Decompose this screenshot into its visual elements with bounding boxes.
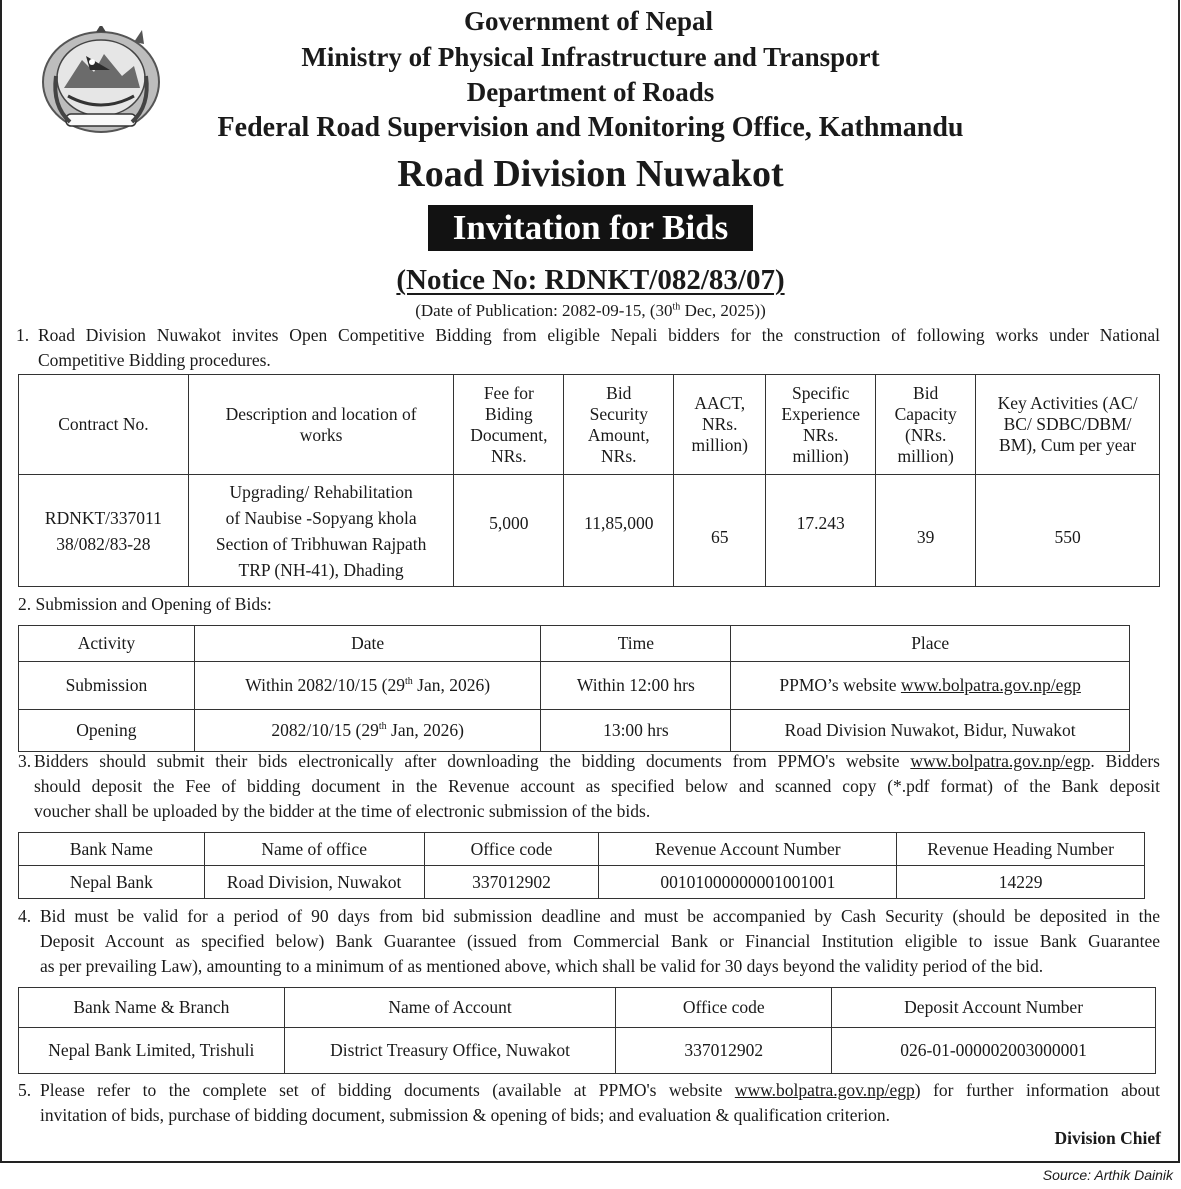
cell-line: Section of Tribhuwan Rajpath — [215, 533, 427, 554]
col-office-code: Office code — [616, 988, 832, 1028]
table-header-row — [19, 375, 1160, 475]
table-header-row — [19, 833, 1145, 866]
para-number: 5. — [18, 1080, 32, 1100]
notice-number-text: (Notice No: RDNKT/082/83/07) — [396, 264, 785, 296]
para-line: Bid must be valid for a period of 90 days from bid submission deadline and must be accompanied by Cash Security (should be deposited in the — [40, 906, 1160, 926]
works-table — [18, 374, 1160, 587]
col-bank-name: Bank Name — [19, 833, 205, 866]
signature-title: Division Chief — [1054, 1128, 1161, 1148]
cell-revenue-account: 00101000000001001001 — [599, 866, 897, 899]
para-line — [34, 749, 1160, 774]
cell-time: Within 12:00 hrs — [541, 662, 731, 710]
para-line: Deposit Account as specified below) Bank Guarantee (issued from Commercial Bank or Financial Institution eligible to issue Bank Guarantee — [40, 931, 1160, 951]
cell-line: of Naubise -Sopyang khola — [225, 507, 417, 528]
table-row — [19, 866, 1145, 899]
deposit-account-table — [18, 987, 1156, 1074]
col-bid-capacity: Bid Capacity (NRs. million) — [876, 375, 976, 475]
col-bank-branch: Bank Name & Branch — [19, 988, 285, 1028]
cell-line: 38/082/83-28 — [56, 533, 151, 554]
cell-bank-name: Nepal Bank — [19, 866, 205, 899]
place-text: PPMO’s website — [779, 675, 901, 695]
cell-description — [188, 475, 454, 587]
col-deposit-account: Deposit Account Number — [832, 988, 1156, 1028]
col-key-activities: Key Activities (AC/ BC/ SDBC/DBM/ BM), Cum per year — [976, 375, 1160, 475]
bolpatra-link[interactable]: www.bolpatra.gov.np/egp — [910, 751, 1091, 771]
cell-activity: Submission — [19, 662, 195, 710]
para-line: Competitive Bidding procedures. — [38, 350, 271, 370]
date-sup: th — [405, 676, 413, 688]
table-row — [19, 475, 1160, 587]
col-contract-no: Contract No. — [19, 375, 189, 475]
col-office-name: Name of office — [204, 833, 424, 866]
para-text: . Bidders — [1090, 751, 1160, 771]
ministry-title: Ministry of Physical Infrastructure and Transport — [301, 42, 880, 72]
paragraph-3 — [18, 749, 1160, 824]
source-credit: Source: Arthik Dainik — [1042, 1167, 1173, 1183]
date-part: Jan, 2026) — [386, 720, 464, 740]
paragraph-5 — [18, 1078, 1160, 1128]
para-line: invitation of bids, purchase of bidding document, submission & opening of bids; and evaluation & qualification criterion. — [40, 1105, 891, 1125]
para-number: 3. — [18, 751, 32, 771]
cell-place — [731, 662, 1130, 710]
bolpatra-link[interactable]: www.bolpatra.gov.np/egp — [734, 1080, 915, 1100]
col-fee: Fee for Biding Document, NRs. — [454, 375, 564, 475]
col-revenue-account: Revenue Account Number — [599, 833, 897, 866]
table-header-row — [19, 988, 1156, 1028]
para-line: 2. Submission and Opening of Bids: — [18, 594, 272, 614]
para-line: should deposit the Fee of bidding document in the Revenue account as specified below and scanned copy (*.pdf format) of the Bank deposit — [34, 776, 1160, 796]
col-aact: AACT, NRs. million) — [674, 375, 766, 475]
pub-date-sup: th — [672, 301, 681, 313]
cell-deposit-account: 026-01-000002003000001 — [832, 1028, 1156, 1074]
date-part: Within 2082/10/15 (29 — [245, 675, 405, 695]
cell-contract-no — [19, 475, 189, 587]
cell-aact: 65 — [674, 475, 766, 587]
cell-office-code: 337012902 — [616, 1028, 832, 1074]
col-office-code: Office code — [424, 833, 599, 866]
para-text: Please refer to the complete set of bidding documents (available at PPMO's website — [40, 1080, 735, 1100]
col-description: Description and location of works — [188, 375, 454, 475]
col-date: Date — [194, 626, 541, 662]
cell-experience: 17.243 — [766, 475, 876, 587]
cell-account-name: District Treasury Office, Nuwakot — [284, 1028, 616, 1074]
para-number: 1. — [16, 325, 30, 345]
table-row — [19, 1028, 1156, 1074]
cell-line: TRP (NH-41), Dhading — [238, 559, 404, 580]
govt-title: Government of Nepal — [464, 6, 713, 36]
cell-activity: Opening — [19, 710, 195, 752]
cell-fee: 5,000 — [454, 475, 564, 587]
paragraph-4 — [18, 904, 1160, 979]
cell-office-code: 337012902 — [424, 866, 599, 899]
department-title: Department of Roads — [466, 77, 715, 107]
cell-line: RDNKT/337011 — [44, 507, 162, 528]
col-time: Time — [541, 626, 731, 662]
para-text: ) for further information about — [914, 1080, 1160, 1100]
para-text: Bidders should submit their bids electronically after downloading the bidding documents from PPMO's website — [34, 751, 911, 771]
para-line: as per prevailing Law), amounting to a minimum of as mentioned above, which shall be valid for 30 days beyond the validity period of the bid. — [40, 956, 1044, 976]
cell-bid-capacity: 39 — [876, 475, 976, 587]
para-line: voucher shall be uploaded by the bidder at the time of electronic submission of the bids. — [34, 801, 651, 821]
invitation-banner: Invitation for Bids — [428, 205, 753, 251]
cell-line: Upgrading/ Rehabilitation — [229, 481, 413, 502]
col-bid-security: Bid Security Amount, NRs. — [564, 375, 674, 475]
col-place: Place — [731, 626, 1130, 662]
paragraph-1 — [16, 323, 1160, 373]
col-experience: Specific Experience NRs. million) — [766, 375, 876, 475]
date-part: Jan, 2026) — [412, 675, 491, 695]
publication-date — [0, 301, 1181, 321]
pub-date-part: (Date of Publication: 2082-09-15, (30 — [415, 301, 673, 320]
office-title: Federal Road Supervision and Monitoring Office, Kathmandu — [217, 112, 964, 143]
notice-number — [0, 264, 1181, 297]
cell-office-name: Road Division, Nuwakot — [204, 866, 424, 899]
date-part: 2082/10/15 (29 — [271, 720, 379, 740]
table-row — [19, 710, 1130, 752]
paragraph-2 — [18, 592, 718, 617]
cell-date — [194, 662, 541, 710]
schedule-table — [18, 625, 1130, 752]
para-line — [40, 1078, 1160, 1103]
cell-date — [194, 710, 541, 752]
para-number: 4. — [18, 906, 32, 926]
cell-revenue-heading: 14229 — [897, 866, 1145, 899]
bolpatra-link[interactable]: www.bolpatra.gov.np/egp — [900, 675, 1081, 695]
col-account-name: Name of Account — [284, 988, 616, 1028]
pub-date-part: Dec, 2025)) — [680, 301, 766, 320]
col-revenue-heading: Revenue Heading Number — [897, 833, 1145, 866]
para-line: Road Division Nuwakot invites Open Competitive Bidding from eligible Nepali bidders for the construction of following works under National — [38, 325, 1160, 345]
table-header-row — [19, 626, 1130, 662]
cell-time: 13:00 hrs — [541, 710, 731, 752]
cell-bid-security: 11,85,000 — [564, 475, 674, 587]
table-row — [19, 662, 1130, 710]
division-title: Road Division Nuwakot — [397, 153, 784, 195]
date-sup: th — [378, 721, 387, 733]
col-activity: Activity — [19, 626, 195, 662]
cell-place: Road Division Nuwakot, Bidur, Nuwakot — [731, 710, 1130, 752]
cell-bank-branch: Nepal Bank Limited, Trishuli — [19, 1028, 285, 1074]
revenue-account-table — [18, 832, 1145, 899]
cell-key-activities: 550 — [976, 475, 1160, 587]
